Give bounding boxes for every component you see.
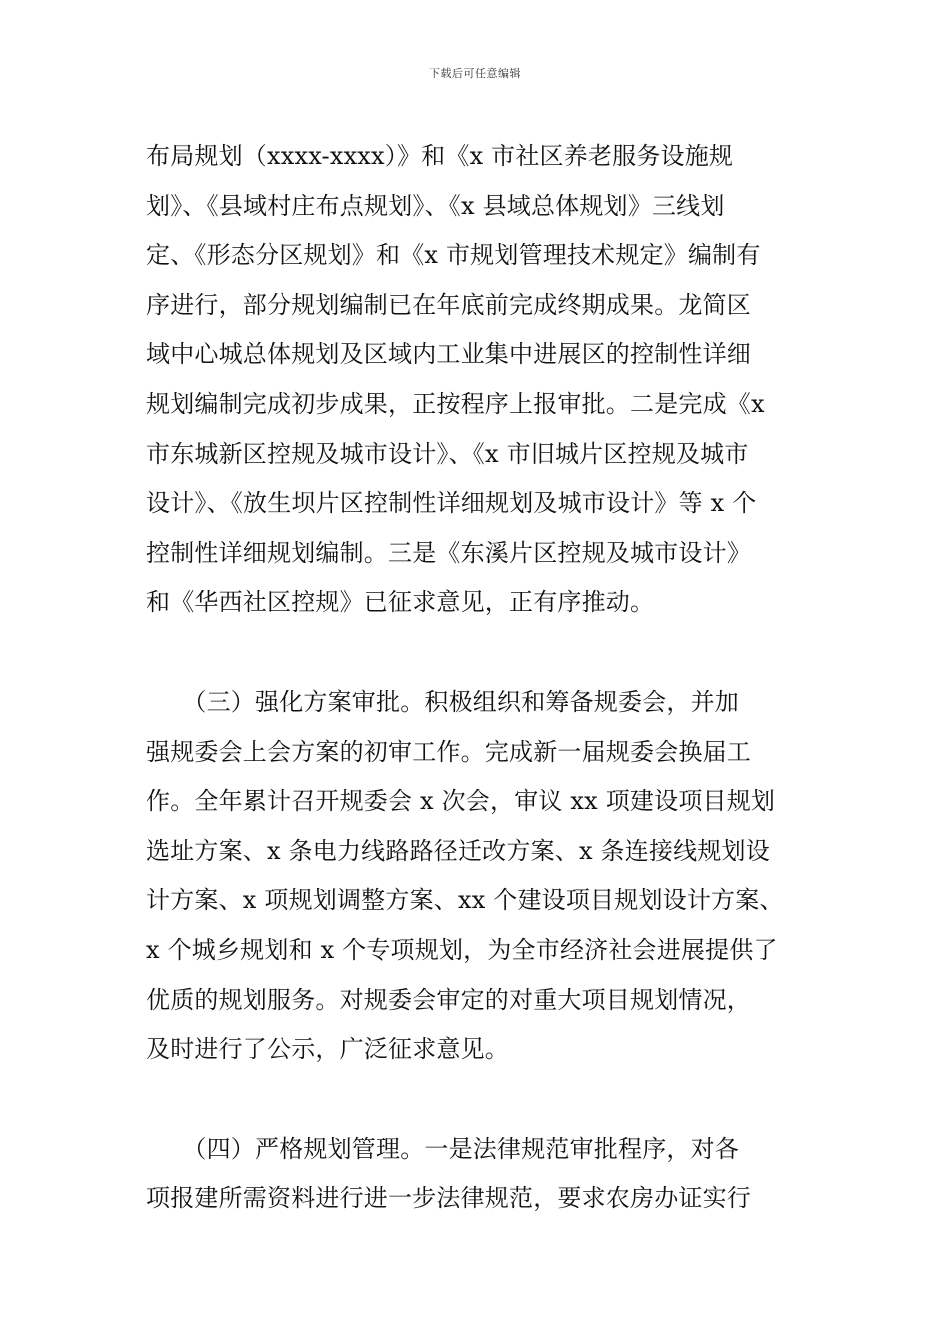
text-line: 布局规划（xxxx-xxxx）》和《x 市社区养老服务设施规	[146, 142, 734, 170]
paragraph-spacer	[146, 628, 826, 678]
text-line: 规划编制完成初步成果，正按程序上报审批。二是完成《x	[146, 389, 765, 418]
text-line: 作。全年累计召开规委会 x 次会，审议 xx 项建设项目规划	[146, 787, 776, 816]
text-line: （四）严格规划管理。一是法律规范审批程序，对各	[146, 1134, 739, 1163]
text-line: 域中心城总体规划及区域内工业集中进展区的控制性详细	[146, 340, 751, 369]
page-header-note: 下载后可任意编辑	[429, 67, 521, 80]
text-line: 及时进行了公示，广泛征求意见。	[146, 1035, 509, 1064]
text-line: 市东城新区控规及城市设计》、《x 市旧城片区控规及城市	[146, 439, 749, 468]
text-line: 优质的规划服务。对规委会审定的对重大项目规划情况，	[146, 985, 751, 1014]
text-line: 计方案、x 项规划调整方案、xx 个建设项目规划设计方案、	[146, 886, 784, 915]
text-line: 划》、《县域村庄布点规划》、《x 县域总体规划》三线划	[146, 191, 725, 220]
text-line: 序进行，部分规划编制已在年底前完成终期成果。龙简区	[146, 290, 751, 319]
paragraph-spacer	[146, 1075, 826, 1125]
text-line: （三）强化方案审批。积极组织和筹备规委会，并加	[146, 687, 739, 716]
text-line: 选址方案、x 条电力线路路径迁改方案、x 条连接线规划设	[146, 836, 770, 865]
text-line: 和《华西社区控规》已征求意见，正有序推动。	[146, 588, 655, 617]
text-line: x 个城乡规划和 x 个专项规划，为全市经济社会进展提供了	[146, 935, 778, 964]
text-line: 项报建所需资料进行进一步法律规范，要求农房办证实行	[146, 1184, 751, 1213]
text-line: 设计》、《放生坝片区控制性详细规划及城市设计》等 x 个	[146, 489, 757, 518]
paragraph-planning-progress	[146, 132, 826, 628]
text-line: 强规委会上会方案的初审工作。完成新一届规委会换届工	[146, 737, 751, 766]
paragraph-planning-management	[146, 1125, 826, 1224]
document-body	[146, 132, 826, 1224]
text-line: 定、《形态分区规划》和《x 市规划管理技术规定》编制有	[146, 241, 761, 270]
text-line: 控制性详细规划编制。三是《东溪片区控规及城市设计》	[146, 538, 751, 567]
paragraph-plan-approval	[146, 678, 826, 1075]
